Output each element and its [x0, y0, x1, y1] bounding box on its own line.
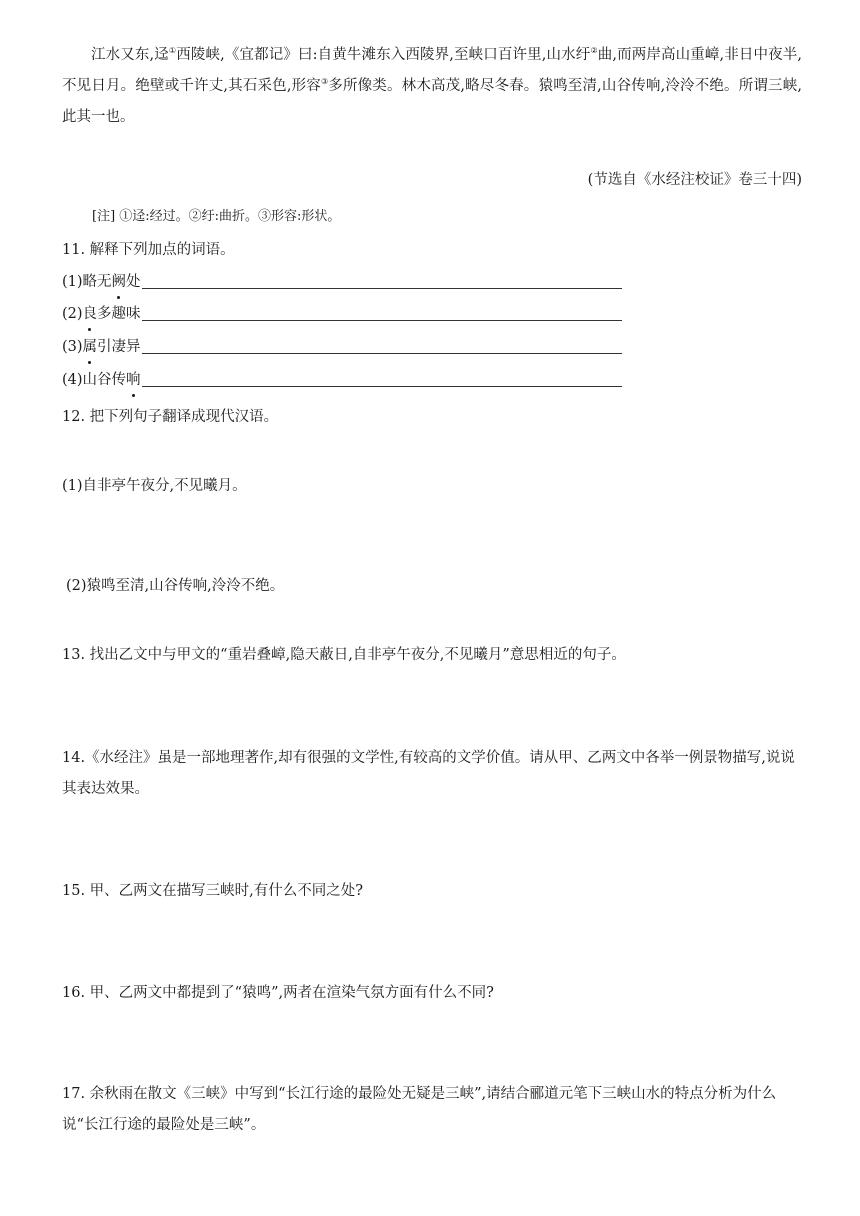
question-14: 14.《水经注》虽是一部地理著作,却有很强的文学性,有较高的文学价值。请从甲、乙两文中各举一例景物描写,说说其表达效果。 [62, 750, 795, 797]
dotted-char: 属 [83, 333, 98, 361]
note-marker-2: ② [590, 46, 598, 55]
answer-line[interactable] [142, 385, 622, 387]
answer-line[interactable] [142, 352, 622, 354]
note-marker-3: ③ [320, 77, 329, 86]
question-15: 15. 甲、乙两文在描写三峡时,有什么不同之处? [62, 883, 364, 899]
passage-source: (节选自《水经注校证》卷三十四) [587, 172, 802, 188]
question-11-item-1: (1)略无阙处 [62, 268, 802, 296]
question-16: 16. 甲、乙两文中都提到了“猿鸣”,两者在渲染气氛方面有什么不同? [62, 985, 494, 1001]
passage: 江水又东,迳①西陵峡,《宜都记》曰:自黄牛滩东入西陵界,至峡口百许里,山水纡②曲,而两岸高山重嶂,非日中夜半,不见日月。绝壁或千许丈,其石采色,形容③多所像类。林木高茂,略尽冬春。猿鸣至清,山谷传响,泠泠不绝。所谓三峡,此其一也。 [62, 46, 803, 125]
question-12-sentence-1: (1)自非亭午夜分,不见曦月。 [62, 478, 247, 494]
dotted-char: 阙 [112, 268, 127, 296]
question-12-sentence-2: (2)猿鸣至清,山谷传响,泠泠不绝。 [66, 578, 285, 594]
dotted-char: 良 [83, 300, 98, 328]
question-13: 13. 找出乙文中与甲文的“重岩叠嶂,隐天蔽日,自非亭午夜分,不见曦月”意思相近的句子。 [62, 647, 626, 663]
question-17: 17. 余秋雨在散文《三峡》中写到“长江行途的最险处无疑是三峡”,请结合郦道元笔下三峡山水的特点分析为什么说“长江行途的最险处是三峡”。 [62, 1086, 777, 1133]
answer-line[interactable] [142, 319, 622, 321]
dotted-char: 响 [126, 366, 141, 394]
note-marker-1: ① [168, 46, 177, 55]
annotation-note: [注] ①迳:经过。②纡:曲折。③形容:形状。 [92, 209, 341, 224]
question-11-item-2: (2)良多趣味 [62, 300, 802, 328]
question-12-title: 12. 把下列句子翻译成现代汉语。 [62, 409, 279, 425]
question-11-title: 11. 解释下列加点的词语。 [62, 242, 235, 258]
answer-line[interactable] [142, 287, 622, 289]
question-11-item-4: (4)山谷传响 [62, 366, 802, 394]
question-11-item-3: (3)属引凄异 [62, 333, 802, 361]
